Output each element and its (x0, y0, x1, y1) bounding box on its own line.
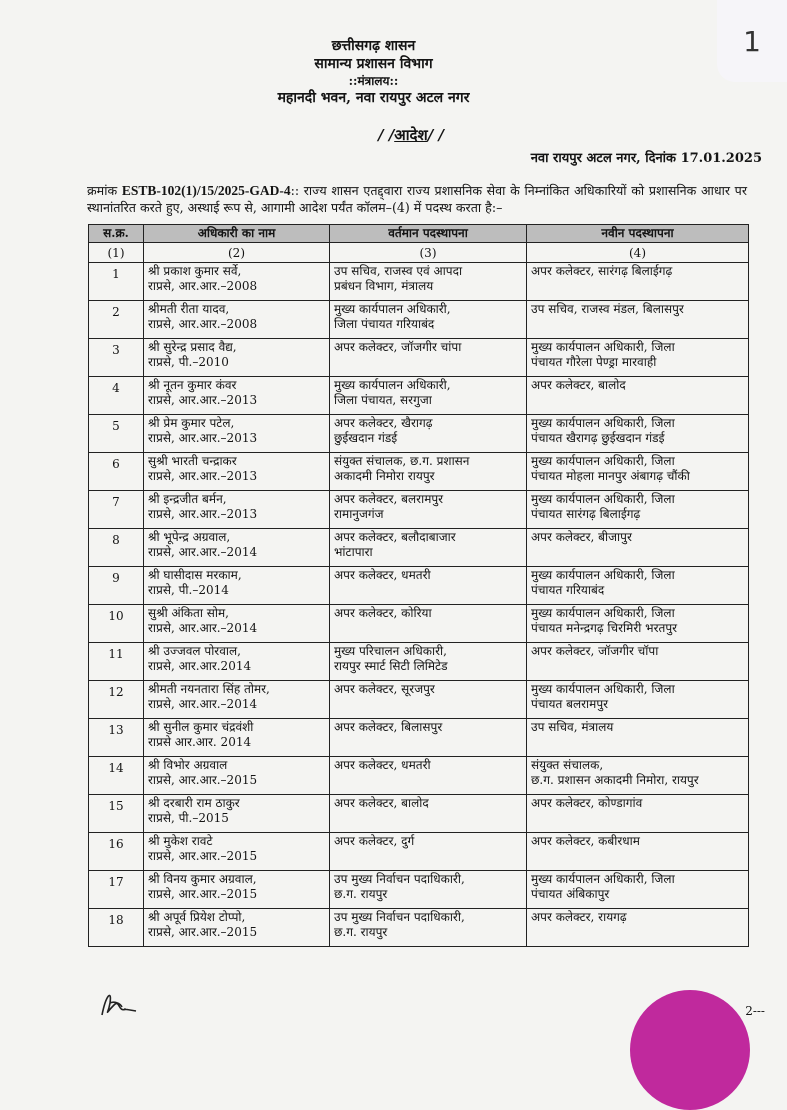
cell-sn: 18 (89, 909, 144, 947)
officer-service: राप्रसे, आर.आर.–2015 (148, 887, 258, 901)
new-posting-line1: अपर कलेक्टर, बालोद (531, 378, 626, 392)
col-number: (1) (89, 243, 144, 263)
current-posting-line1: उप सचिव, राजस्व एवं आपदा (334, 264, 463, 278)
current-posting-line2: जिला पंचायत गरियाबंद (334, 317, 435, 331)
officer-name: श्री सुरेन्द्र प्रसाद वैद्य, (148, 340, 237, 354)
next-page-marker: 2--- (745, 1004, 765, 1018)
table-row (89, 719, 749, 757)
cell-officer-name (144, 567, 330, 605)
officer-service: राप्रसे, आर.आर.–2015 (148, 925, 258, 939)
order-title (378, 125, 444, 145)
cell-sn: 14 (89, 757, 144, 795)
cell-sn: 6 (89, 453, 144, 491)
table-row (89, 415, 749, 453)
cell-sn: 11 (89, 643, 144, 681)
govt-name: छत्तीसगढ़ शासन (331, 38, 416, 54)
current-posting-line1: अपर कलेक्टर, बलरामपुर (334, 492, 444, 506)
cell-officer-name (144, 871, 330, 909)
officer-name: श्री विनय कुमार अग्रवाल, (148, 872, 257, 886)
current-posting-line1: उप मुख्य निर्वाचन पदाधिकारी, (334, 910, 465, 924)
table-row (89, 263, 749, 301)
officer-name: सुश्री अंकिता सोम, (148, 606, 229, 620)
new-posting-line2: पंचायत मोहला मानपुर अंबागढ़ चौंकी (531, 469, 690, 483)
table-row (89, 301, 749, 339)
col-header-current-posting: वर्तमान पदस्थापना (330, 225, 527, 243)
cell-current-posting (330, 719, 527, 757)
table-row (89, 339, 749, 377)
cell-new-posting (527, 453, 749, 491)
cell-current-posting (330, 757, 527, 795)
cell-sn: 8 (89, 529, 144, 567)
current-posting-line1: अपर कलेक्टर, खैरागढ़ (334, 416, 433, 430)
current-posting-line2: प्रबंधन विभाग, मंत्रालय (334, 279, 434, 293)
officer-service: राप्रसे, आर.आर.–2014 (148, 621, 258, 635)
officer-service: राप्रसे, आर.आर.–2014 (148, 545, 258, 559)
new-posting-line1: उप सचिव, मंत्रालय (531, 720, 614, 734)
officer-service: राप्रसे, आर.आर.–2013 (148, 393, 258, 407)
ministry-label: ::मंत्रालय:: (348, 74, 399, 88)
transfer-table (88, 224, 749, 947)
officer-name: श्री इन्द्रजीत बर्मन, (148, 492, 227, 506)
table-row (89, 567, 749, 605)
cell-current-posting (330, 377, 527, 415)
new-posting-line1: अपर कलेक्टर, जॉजगीर चॉपा (531, 644, 659, 658)
new-posting-line1: मुख्य कार्यपालन अधिकारी, जिला (531, 492, 675, 506)
officer-service: राप्रसे, आर.आर.–2008 (148, 279, 258, 293)
cell-new-posting (527, 909, 749, 947)
column-number-row (89, 243, 749, 263)
current-posting-line1: अपर कलेक्टर, सूरजपुर (334, 682, 435, 696)
col-number: (3) (330, 243, 527, 263)
table-row (89, 491, 749, 529)
cell-officer-name (144, 795, 330, 833)
cell-current-posting (330, 681, 527, 719)
current-posting-line2: छ.ग. रायपुर (334, 925, 388, 939)
cell-new-posting (527, 529, 749, 567)
cell-officer-name (144, 263, 330, 301)
cell-sn: 10 (89, 605, 144, 643)
table-row (89, 681, 749, 719)
order-intro (87, 182, 747, 216)
officer-name: श्री प्रकाश कुमार सर्वे, (148, 264, 242, 278)
place-date (531, 148, 762, 166)
current-posting-line2: छ.ग. रायपुर (334, 887, 388, 901)
order-title-text: आदेश (394, 126, 428, 144)
officer-name: श्री भूपेन्द्र अग्रवाल, (148, 530, 231, 544)
cell-new-posting (527, 681, 749, 719)
cell-officer-name (144, 415, 330, 453)
new-posting-line1: अपर कलेक्टर, कोण्डागांव (531, 796, 643, 810)
overlay-circle (630, 990, 750, 1110)
table-row (89, 605, 749, 643)
officer-name: सुश्री भारती चन्द्राकर (148, 454, 237, 468)
table-row (89, 453, 749, 491)
table-header-row (89, 225, 749, 243)
current-posting-line2: अकादमी निमोरा रायपुर (334, 469, 435, 483)
cell-sn: 1 (89, 263, 144, 301)
officer-service: राप्रसे, आर.आर.–2013 (148, 431, 258, 445)
officer-name: श्रीमती रीता यादव, (148, 302, 230, 316)
current-posting-line2: भांटापारा (334, 545, 373, 559)
cell-sn: 12 (89, 681, 144, 719)
ref-label: क्रमांक (87, 183, 118, 198)
cell-current-posting (330, 567, 527, 605)
table-row (89, 377, 749, 415)
cell-officer-name (144, 833, 330, 871)
new-posting-line2: पंचायत बलरामपुर (531, 697, 609, 711)
table-row (89, 833, 749, 871)
officer-name: श्री घासीदास मरकाम, (148, 568, 242, 582)
officer-service: राप्रसे, पी.–2010 (148, 355, 229, 369)
table-row (89, 871, 749, 909)
cell-new-posting (527, 377, 749, 415)
new-posting-line1: मुख्य कार्यपालन अधिकारी, जिला (531, 682, 675, 696)
new-posting-line1: उप सचिव, राजस्व मंडल, बिलासपुर (531, 302, 684, 316)
col-header-new-posting: नवीन पदस्थापना (527, 225, 749, 243)
officer-name: श्रीमती नयनतारा सिंह तोमर, (148, 682, 270, 696)
current-posting-line1: उप मुख्य निर्वाचन पदाधिकारी, (334, 872, 465, 886)
officer-service: राप्रसे, आर.आर.–2008 (148, 317, 258, 331)
cell-current-posting (330, 833, 527, 871)
table-row (89, 643, 749, 681)
current-posting-line1: अपर कलेक्टर, जॉजगीर चांपा (334, 340, 462, 354)
cell-sn: 5 (89, 415, 144, 453)
col-number: (2) (144, 243, 330, 263)
current-posting-line1: अपर कलेक्टर, बालोद (334, 796, 429, 810)
cell-new-posting (527, 263, 749, 301)
order-date: 17.01.2025 (680, 151, 762, 166)
cell-new-posting (527, 605, 749, 643)
cell-current-posting (330, 453, 527, 491)
new-posting-line1: अपर कलेक्टर, सारंगढ़ बिलाईगढ़ (531, 264, 673, 278)
cell-current-posting (330, 529, 527, 567)
place-label: नवा रायपुर अटल नगर, दिनांक (530, 151, 677, 166)
officer-name: श्री प्रेम कुमार पटेल, (148, 416, 235, 430)
new-posting-line1: मुख्य कार्यपालन अधिकारी, जिला (531, 568, 675, 582)
new-posting-line2: पंचायत मनेन्द्रगढ़ चिरमिरी भरतपुर (531, 621, 678, 635)
table-row (89, 795, 749, 833)
cell-sn: 3 (89, 339, 144, 377)
current-posting-line2: रायपुर स्मार्ट सिटी लिमिटेड (334, 659, 448, 673)
cell-new-posting (527, 415, 749, 453)
cell-current-posting (330, 339, 527, 377)
cell-officer-name (144, 681, 330, 719)
page-number: 1 (717, 0, 787, 82)
new-posting-line1: मुख्य कार्यपालन अधिकारी, जिला (531, 454, 675, 468)
current-posting-line1: मुख्य परिचालन अधिकारी, (334, 644, 447, 658)
new-posting-line2: पंचायत गरियाबंद (531, 583, 605, 597)
new-posting-line1: अपर कलेक्टर, बीजापुर (531, 530, 632, 544)
col-header-sn: स.क्र. (89, 225, 144, 243)
new-posting-line1: अपर कलेक्टर, रायगढ़ (531, 910, 627, 924)
current-posting-line2: रामानुजगंज (334, 507, 384, 521)
new-posting-line1: मुख्य कार्यपालन अधिकारी, जिला (531, 606, 675, 620)
new-posting-line1: अपर कलेक्टर, कबीरधाम (531, 834, 640, 848)
cell-new-posting (527, 871, 749, 909)
new-posting-line1: मुख्य कार्यपालन अधिकारी, जिला (531, 416, 675, 430)
current-posting-line1: संयुक्त संचालक, छ.ग. प्रशासन (334, 454, 470, 468)
cell-current-posting (330, 263, 527, 301)
cell-sn: 2 (89, 301, 144, 339)
col-number: (4) (527, 243, 749, 263)
current-posting-line1: अपर कलेक्टर, धमतरी (334, 758, 431, 772)
officer-service: राप्रसे, आर.आर.2014 (148, 659, 252, 673)
ref-number: ESTB-102(1)/15/2025-GAD-4 (121, 183, 291, 198)
officer-name: श्री विभोर अग्रवाल (148, 758, 228, 772)
officer-service: राप्रसे, आर.आर.–2015 (148, 773, 258, 787)
cell-new-posting (527, 567, 749, 605)
cell-officer-name (144, 909, 330, 947)
cell-sn: 16 (89, 833, 144, 871)
new-posting-line1: मुख्य कार्यपालन अधिकारी, जिला (531, 340, 675, 354)
table-row (89, 909, 749, 947)
order-prefix: / / (378, 126, 395, 144)
officer-name: श्री सुनील कुमार चंद्रवंशी (148, 720, 254, 734)
department-name: सामान्य प्रशासन विभाग (314, 56, 433, 72)
cell-sn: 15 (89, 795, 144, 833)
cell-officer-name (144, 453, 330, 491)
cell-current-posting (330, 491, 527, 529)
cell-officer-name (144, 719, 330, 757)
cell-current-posting (330, 795, 527, 833)
cell-current-posting (330, 871, 527, 909)
new-posting-line1: संयुक्त संचालक, (531, 758, 604, 772)
new-posting-line2: पंचायत अंबिकापुर (531, 887, 610, 901)
officer-service: राप्रसे, आर.आर.–2014 (148, 697, 258, 711)
officer-service: राप्रसे, आर.आर.–2015 (148, 849, 258, 863)
current-posting-line1: मुख्य कार्यपालन अधिकारी, (334, 378, 451, 392)
cell-current-posting (330, 415, 527, 453)
current-posting-line1: अपर कलेक्टर, बिलासपुर (334, 720, 443, 734)
officer-name: श्री मुकेश रावटे (148, 834, 213, 848)
new-posting-line2: छ.ग. प्रशासन अकादमी निमोरा, रायपुर (531, 773, 699, 787)
cell-officer-name (144, 643, 330, 681)
cell-current-posting (330, 909, 527, 947)
cell-new-posting (527, 833, 749, 871)
officer-name: श्री अपूर्व प्रियेश टोप्पो, (148, 910, 246, 924)
new-posting-line2: पंचायत खैरागढ़ छुईखदान गंडई (531, 431, 665, 445)
cell-officer-name (144, 529, 330, 567)
officer-name: श्री नूतन कुमार कंवर (148, 378, 237, 392)
cell-sn: 17 (89, 871, 144, 909)
table-row (89, 757, 749, 795)
officer-service: राप्रसे, पी.–2014 (148, 583, 229, 597)
officer-service: राप्रसे, पी.–2015 (148, 811, 229, 825)
table-row (89, 529, 749, 567)
current-posting-line1: अपर कलेक्टर, बलौदाबाजार (334, 530, 456, 544)
cell-new-posting (527, 491, 749, 529)
cell-current-posting (330, 605, 527, 643)
office-address: महानदी भवन, नवा रायपुर अटल नगर (277, 90, 470, 106)
cell-sn: 13 (89, 719, 144, 757)
current-posting-line1: अपर कलेक्टर, दुर्ग (334, 834, 415, 848)
officer-name: श्री दरबारी राम ठाकुर (148, 796, 240, 810)
cell-officer-name (144, 377, 330, 415)
cell-new-posting (527, 757, 749, 795)
cell-sn: 7 (89, 491, 144, 529)
officer-service: राप्रसे आर.आर. 2014 (148, 735, 252, 749)
intro-text: :: राज्य शासन एतद्द्वारा राज्य प्रशासनिक सेवा के निम्नांकित अधिकारियों को प्रशासनिक आधार पर स्थानांतरित करते हुए, अस्थाई रूप से, आगामी आदेश पर्यंत कॉलम–(4) में पदस्थ करता है:– (87, 183, 747, 215)
cell-officer-name (144, 605, 330, 643)
order-suffix: / / (427, 126, 444, 144)
col-header-name: अधिकारी का नाम (144, 225, 330, 243)
cell-current-posting (330, 301, 527, 339)
current-posting-line1: अपर कलेक्टर, धमतरी (334, 568, 431, 582)
new-posting-line2: पंचायत सारंगढ़ बिलाईगढ़ (531, 507, 641, 521)
new-posting-line1: मुख्य कार्यपालन अधिकारी, जिला (531, 872, 675, 886)
current-posting-line2: जिला पंचायत, सरगुजा (334, 393, 432, 407)
cell-officer-name (144, 491, 330, 529)
current-posting-line1: मुख्य कार्यपालन अधिकारी, (334, 302, 451, 316)
officer-service: राप्रसे, आर.आर.–2013 (148, 469, 258, 483)
cell-current-posting (330, 643, 527, 681)
cell-sn: 9 (89, 567, 144, 605)
cell-new-posting (527, 719, 749, 757)
current-posting-line2: छुईखदान गंडई (334, 431, 398, 445)
cell-new-posting (527, 301, 749, 339)
officer-name: श्री उज्जवल पोरवाल, (148, 644, 241, 658)
officer-service: राप्रसे, आर.आर.–2013 (148, 507, 258, 521)
new-posting-line2: पंचायत गौरेला पेण्ड्रा मारवाही (531, 355, 657, 369)
cell-officer-name (144, 757, 330, 795)
cell-new-posting (527, 795, 749, 833)
cell-officer-name (144, 301, 330, 339)
cell-sn: 4 (89, 377, 144, 415)
cell-officer-name (144, 339, 330, 377)
cell-new-posting (527, 643, 749, 681)
cell-new-posting (527, 339, 749, 377)
current-posting-line1: अपर कलेक्टर, कोरिया (334, 606, 432, 620)
signature-icon (96, 985, 142, 1021)
